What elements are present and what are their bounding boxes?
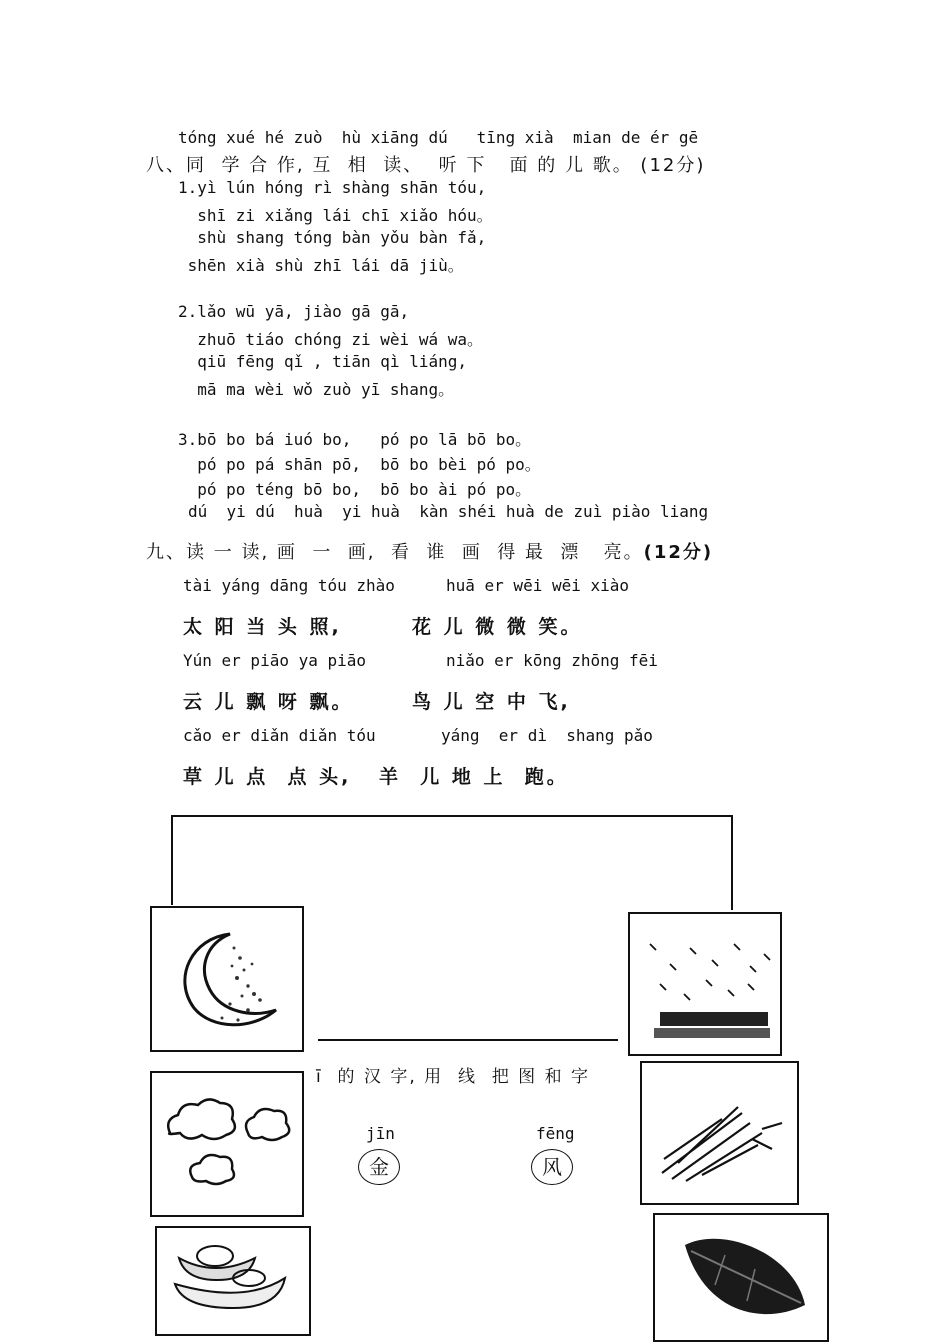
poem3-line1: 3.bō bo bá iuó bo, pó po lā bō bo。: [178, 430, 532, 449]
section9-title-text: 九、读 一 读, 画 一 画, 看 谁 画 得 最 漂 亮。: [146, 542, 644, 563]
line1-han-b: 花 儿 微 微 笑。: [412, 616, 583, 638]
line3-han-b: 羊 儿 地 上 跑。: [379, 766, 569, 788]
char-feng-pinyin: fēng: [536, 1124, 575, 1143]
section8-title: 八、同 学 合 作, 互 相 读、 听 下 面 的 儿 歌。 (12分): [146, 155, 706, 176]
wind-rain-picture[interactable]: [628, 912, 782, 1056]
char-feng-circle[interactable]: 风: [531, 1149, 573, 1185]
char-jin-circle[interactable]: 金: [358, 1149, 400, 1185]
line1-han-a: 太 阳 当 头 照,: [183, 616, 342, 638]
poem2-line1: 2.lǎo wū yā, jiào gā gā,: [178, 302, 410, 321]
drawing-frame-bottom: [318, 1039, 618, 1041]
line1-pinyin-b: huā er wēi wēi xiào: [446, 576, 630, 595]
rain-icon: [630, 914, 780, 1054]
section9-title: [146, 538, 713, 564]
poem2-line2: zhuō tiáo chóng zi wèi wá wa。: [178, 330, 483, 349]
poem2-line3: qiū fēng qǐ , tiān qì liáng,: [178, 352, 467, 371]
line2-pinyin-b: niǎo er kōng zhōng fēi: [446, 651, 658, 670]
section8-pinyin-title: tóng xué hé zuò hù xiāng dú tīng xià mian de ér gē: [178, 128, 699, 147]
drawing-frame-left: [171, 815, 173, 905]
leaf-picture[interactable]: [653, 1213, 829, 1342]
poem1-line4: shēn xià shù zhī lái dā jiù。: [178, 256, 464, 275]
section9-pinyin-title: dú yi dú huà yi huà kàn shéi huà de zuì piào liang: [188, 502, 709, 521]
drawing-frame-right: [731, 815, 733, 910]
leaf-icon: [655, 1215, 827, 1340]
char-jin-pinyin: jīn: [366, 1124, 395, 1143]
line2-han-b: 鸟 儿 空 中 飞,: [412, 691, 571, 713]
section9-score: (12分): [643, 542, 714, 563]
poem1-line3: shù shang tóng bàn yǒu bàn fǎ,: [178, 228, 487, 247]
line2-pinyin-a: Yún er piāo ya piāo: [183, 651, 367, 670]
gold-ingots-picture[interactable]: [155, 1226, 311, 1336]
line1-pinyin-a: tài yáng dāng tóu zhào: [183, 576, 395, 595]
poem1-line2: shī zi xiǎng lái chī xiǎo hóu。: [178, 206, 493, 225]
line3-han-a: 草 儿 点 点 头,: [183, 766, 352, 788]
moon-icon: [152, 908, 302, 1050]
poem3-line2: pó po pá shān pō, bō bo bèi pó po。: [178, 455, 541, 474]
ingot-icon: [157, 1228, 309, 1334]
poem2-line4: mā ma wèi wǒ zuò yī shang。: [178, 380, 455, 399]
clouds-picture[interactable]: [150, 1071, 304, 1217]
drawing-frame-top: [171, 815, 733, 817]
line2-han-a: 云 儿 飘 呀 飘。: [183, 691, 354, 713]
poem1-line1: 1.yì lún hóng rì shàng shān tóu,: [178, 178, 487, 197]
match-instruction: ī 的 汉 字, 用 线 把 图 和 字: [316, 1067, 590, 1087]
line3-pinyin-a: cǎo er diǎn diǎn tóu: [183, 726, 376, 745]
wheat-icon: [642, 1063, 797, 1203]
cloud-icon: [152, 1073, 302, 1215]
wheat-field-picture[interactable]: [640, 1061, 799, 1205]
poem3-line3: pó po téng bō bo, bō bo ài pó po。: [178, 480, 532, 499]
line3-pinyin-b: yáng er dì shang pǎo: [441, 726, 653, 745]
moon-picture[interactable]: [150, 906, 304, 1052]
